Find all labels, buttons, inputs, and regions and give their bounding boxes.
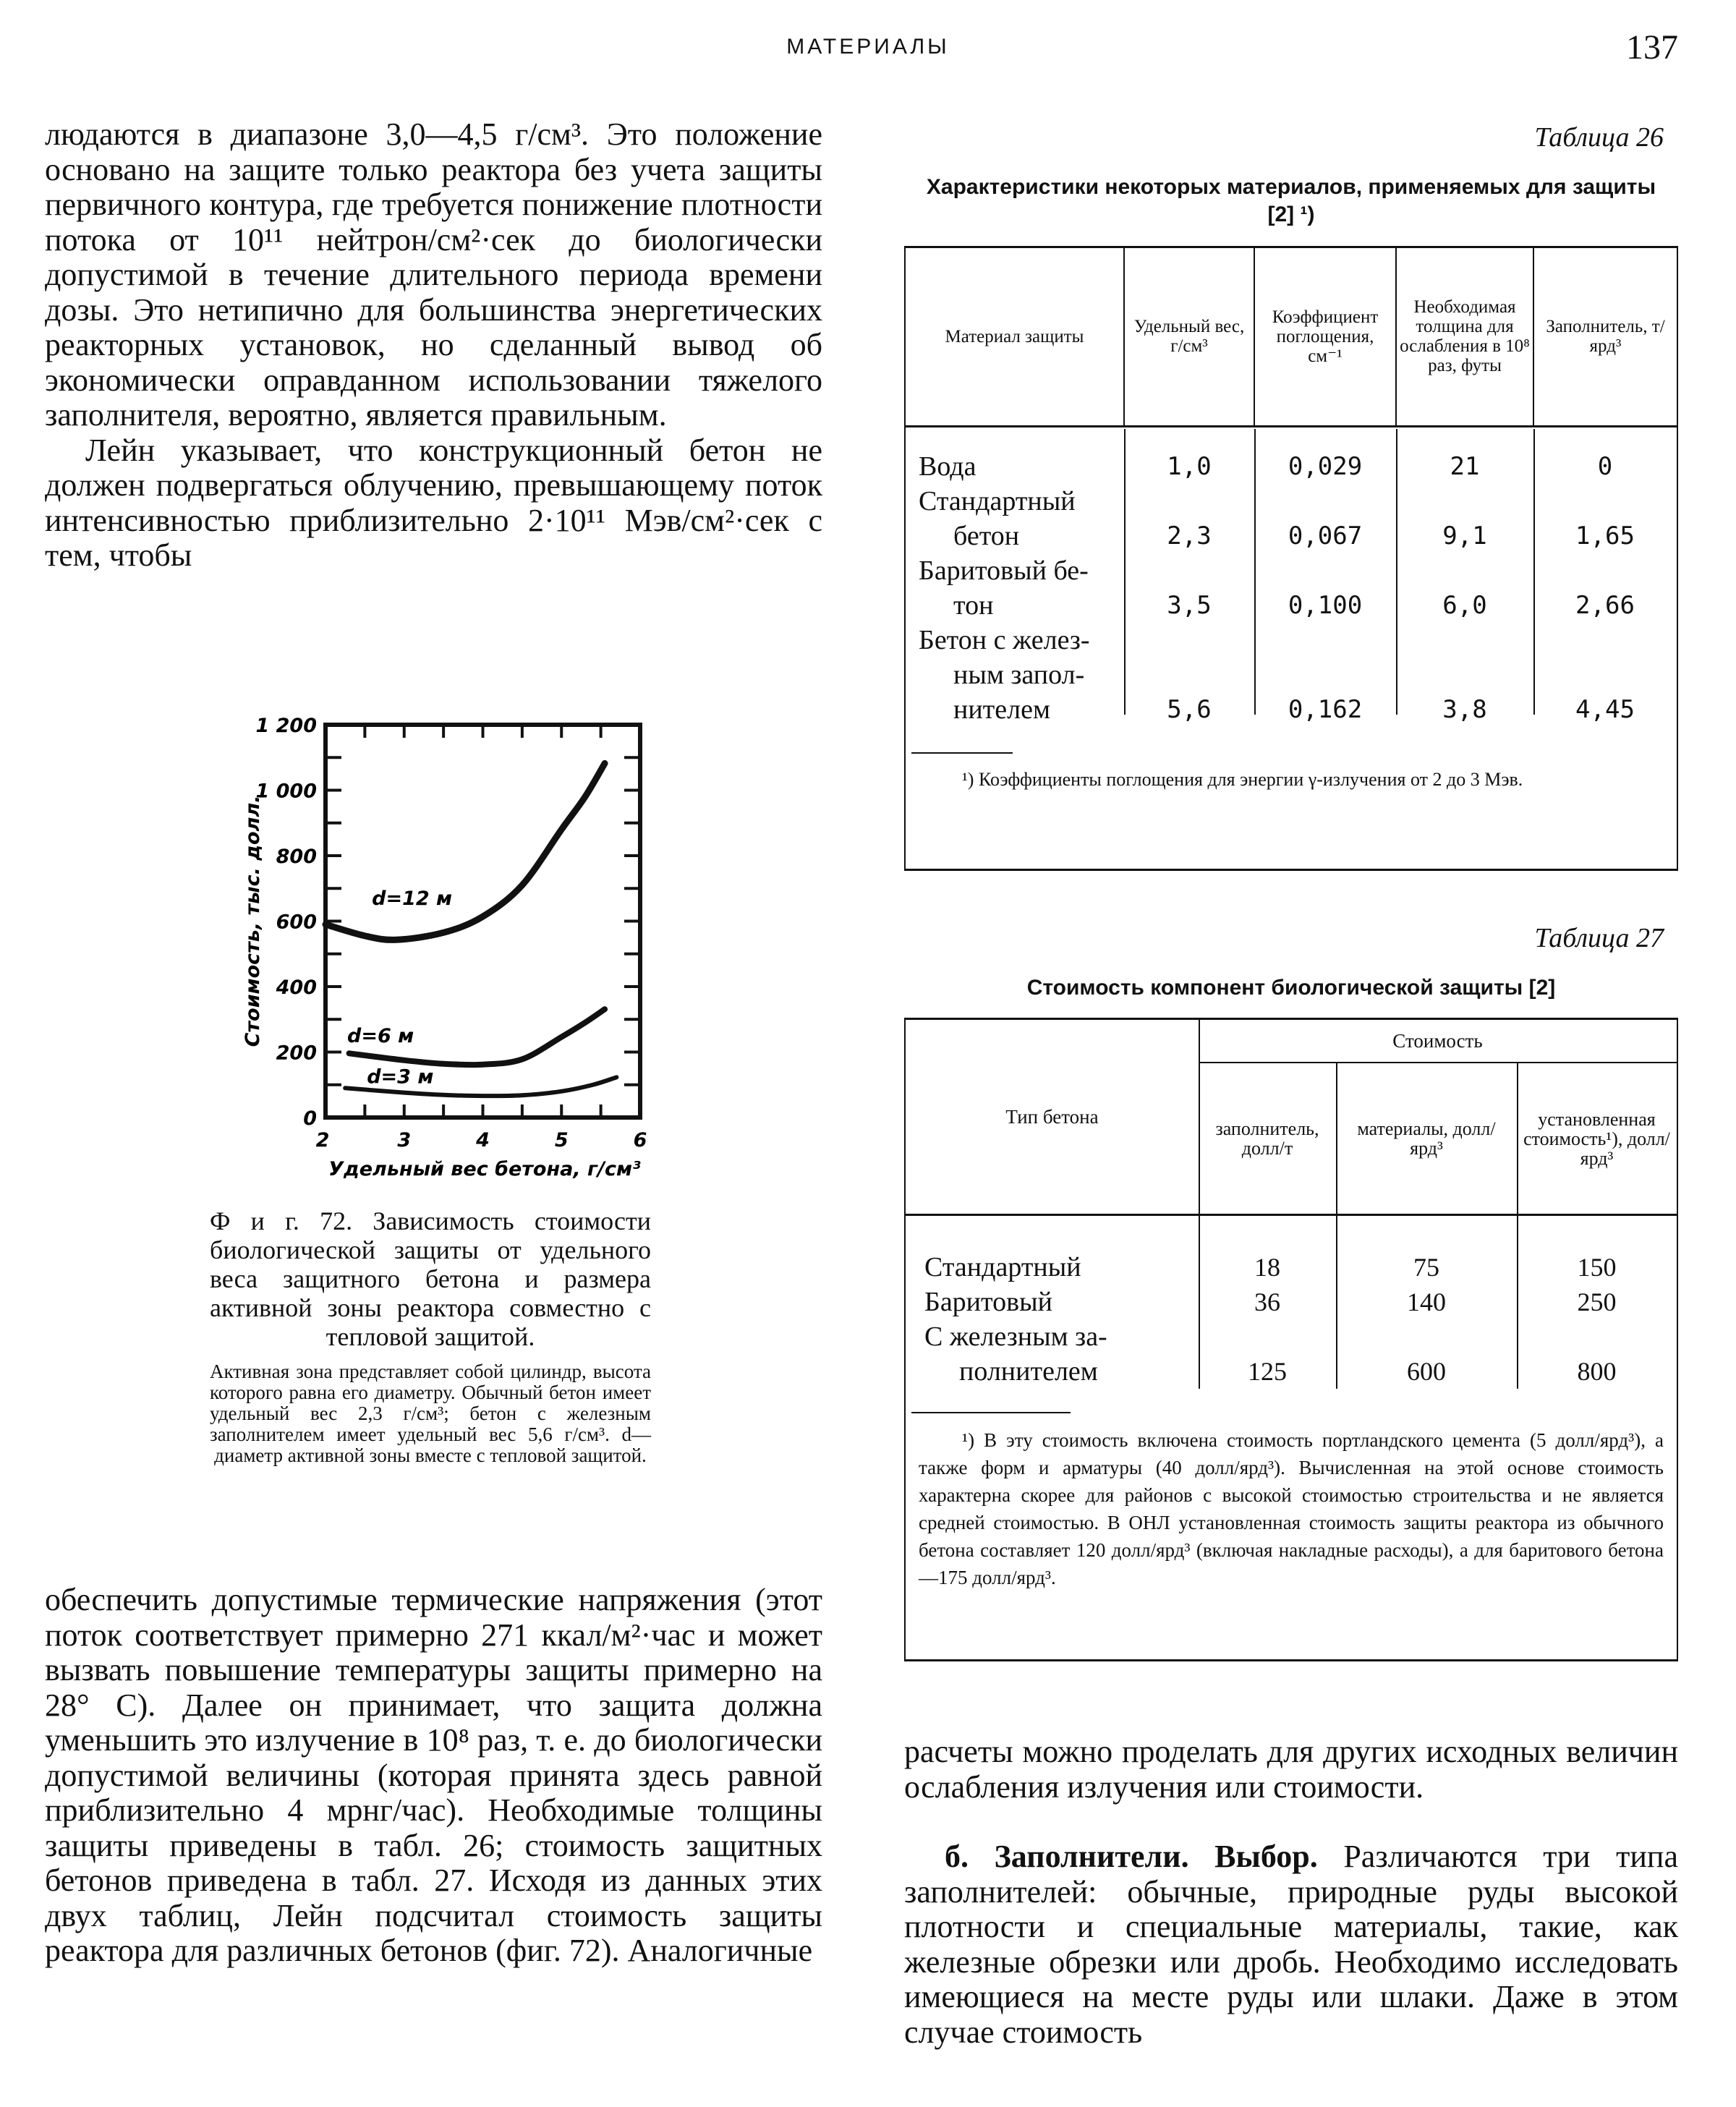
table-26	[904, 246, 1678, 871]
column-header: материалы, долл/ярд³	[1357, 1118, 1496, 1159]
table-cell: 9,1	[1442, 522, 1487, 550]
figure-72-chart	[217, 694, 694, 1186]
column-header: установленная стоимость¹), долл/ярд³	[1523, 1108, 1670, 1169]
table-26-grid	[906, 248, 1677, 427]
x-tick-label: 5	[554, 1129, 569, 1152]
y-tick-label: 1 200	[255, 715, 317, 737]
cost-chart-svg	[217, 694, 694, 1186]
x-tick-label: 4	[476, 1129, 490, 1152]
table-cell: 600	[1407, 1357, 1446, 1386]
footnote-rule	[911, 1412, 1071, 1413]
left-column-top	[45, 117, 822, 574]
table-cell: 3,5	[1167, 591, 1212, 620]
y-tick-label: 200	[276, 1042, 317, 1065]
column-header: Материал защиты	[906, 248, 1124, 426]
column-header: Тип бетона	[1005, 1105, 1099, 1128]
caption-note: Активная зона представляет собой цилиндр, высота которого равна его диаметру. Обычный бетон имеет удельный вес 2,3 г/см³; бетон с железным заполнителем имеет удельный вес 5,6 г/см³. d—диаметр активной зоны вместе с тепловой защитой.	[210, 1361, 651, 1466]
concrete-type: Стандартный	[924, 1252, 1081, 1282]
page-number: 137	[1626, 28, 1678, 67]
running-title: МАТЕРИАЛЫ	[786, 35, 950, 59]
series-line	[326, 763, 605, 940]
y-tick-label: 600	[276, 911, 317, 934]
concrete-type: Баритовый	[924, 1287, 1052, 1317]
group-header-cost: Стоимость	[1199, 1020, 1677, 1063]
table-cell: 0,100	[1288, 591, 1363, 620]
material-name: Стандартный	[919, 486, 1076, 516]
concrete-type: полнителем	[959, 1356, 1098, 1387]
x-axis-label: Удельный вес бетона, г/см³	[328, 1158, 641, 1180]
table-cell: 3,8	[1442, 695, 1487, 724]
y-tick-label: 0	[303, 1107, 317, 1130]
series-label: d=6 м	[347, 1024, 414, 1047]
table-cell: 1,0	[1167, 452, 1212, 481]
table-cell: 6,0	[1442, 591, 1487, 620]
material-name: нителем	[953, 694, 1051, 725]
material-name: ным запол-	[953, 660, 1085, 690]
paragraph: расчеты можно проделать для других исходных величин ослабления излучения или стоимости.	[904, 1734, 1678, 1805]
table-27	[904, 1018, 1678, 1661]
table-cell: 2,3	[1167, 522, 1212, 550]
table-cell: 21	[1450, 452, 1480, 481]
footnote-rule	[911, 752, 1013, 754]
paragraph: Лейн указывает, что конструкционный бетон не должен подвергаться облучению, превышающему поток интенсивностью приблизительно 2·10¹¹ Мэв/см²·сек с тем, чтобы	[45, 432, 822, 573]
column-header: заполнитель, долл/т	[1215, 1118, 1319, 1159]
table-cell: 5,6	[1167, 695, 1212, 724]
table-cell: 800	[1577, 1357, 1617, 1386]
x-tick-label: 6	[633, 1129, 647, 1152]
figure-caption	[210, 1206, 651, 1466]
table-cell: 2,66	[1575, 591, 1635, 620]
table-27-grid	[906, 1020, 1677, 1389]
series-label: d=12 м	[372, 887, 453, 910]
table-27-title: Стоимость компонент биологической защиты [2]	[1026, 976, 1556, 1000]
table-header-row	[906, 248, 1677, 426]
right-column-bottom	[904, 1734, 1678, 2050]
table-body	[906, 429, 1677, 725]
table-cell: 125	[1248, 1357, 1287, 1386]
table-cell: 250	[1577, 1287, 1617, 1316]
table-cell: 140	[1407, 1287, 1446, 1316]
y-tick-label: 1 000	[255, 780, 317, 803]
y-tick-label: 800	[276, 846, 317, 868]
table-cell: 0,067	[1288, 522, 1363, 550]
header-rule	[906, 1214, 1677, 1216]
material-name: Бетон с желез-	[919, 625, 1090, 655]
column-header: Заполнитель, т/ярд³	[1533, 248, 1677, 426]
table-footnote-area	[906, 1396, 1677, 1591]
series-label: d=3 м	[367, 1065, 434, 1089]
y-axis-label: Стоимость, тыс. долл.	[242, 795, 264, 1047]
table-footnote-area	[906, 736, 1677, 793]
table-cell: 1,65	[1575, 522, 1635, 550]
paragraph: людаются в диапазоне 3,0—4,5 г/см³. Это положение основано на защите только реактора без учета защиты первичного контура, где требуется понижение плотности потока от 10¹¹ нейтрон/см²·сек до биологически допустимой в течение длительного периода времени дозы. Это нетипично для большинства энергетических реакторных установок, но сделанный вывод об экономически оправданном использовании тяжелого заполнителя, вероятно, является правильным.	[45, 116, 822, 433]
table-cell: 18	[1254, 1253, 1280, 1282]
caption-title: Ф и г. 72. Зависимость стоимости биологической защиты от удельного веса защитного бетона и размера активной зоны реактора совместно с тепловой защитой.	[210, 1206, 651, 1351]
table-27-label: Таблица 27	[1534, 923, 1664, 953]
table-cell: 4,45	[1575, 695, 1635, 724]
material-name: тон	[953, 590, 994, 621]
paragraph: обеспечить допустимые термические напряжения (этот поток соответствует примерно 271 ккал/м²·час и может вызвать повышение температуры защиты примерно на 28° С). Далее он принимает, что защита должна уменьшить это излучение в 10⁸ раз, т. е. до биологически допустимой величины (которая принята здесь равной приблизительно 4 мрнг/час). Необходимые толщины защиты приведены в табл. 26; стоимость защитных бетонов приведена в табл. 27. Исходя из данных этих двух таблиц, Лейн подсчитал стоимость защиты реактора для различных бетонов (фиг. 72). Аналогичные	[45, 1582, 822, 1968]
table-26-title: Характеристики некоторых материалов, применяемых для защиты [2] ¹)	[926, 175, 1656, 226]
paragraph-text: Различаются три типа заполнителей: обычные, природные руды высокой плотности и специальные материалы, такие, как железные обрезки или дробь. Необходимо исследовать имеющиеся на месте руды или шлаки. Даже в этом случае стоимость	[904, 1839, 1678, 2050]
left-column-bottom	[45, 1583, 822, 1969]
table-cell: 0,029	[1288, 452, 1363, 481]
x-tick-label: 3	[397, 1129, 412, 1152]
table-26-block	[904, 122, 1678, 871]
table-27-block	[904, 922, 1678, 1661]
table-cell: 0	[1597, 452, 1613, 481]
material-name: Вода	[919, 451, 977, 482]
table-cell: 0,162	[1288, 695, 1363, 724]
material-name: Баритовый бе-	[919, 556, 1089, 586]
material-name: бетон	[953, 521, 1020, 551]
y-tick-label: 400	[276, 976, 317, 999]
section-heading: б. Заполнители. Выбор.	[945, 1839, 1318, 1874]
table-cell: 36	[1254, 1287, 1280, 1316]
table-cell: 75	[1413, 1253, 1439, 1282]
column-header: Удельный вес, г/см³	[1124, 248, 1254, 426]
concrete-type: С железным за-	[924, 1321, 1107, 1352]
column-header: Необходимая толщина для ослабления в 10⁸ раз, футы	[1396, 248, 1533, 426]
table-26-label: Таблица 26	[1534, 122, 1664, 153]
paragraph	[904, 1839, 1678, 2050]
table-cell: 150	[1577, 1253, 1617, 1282]
table-27-footnote: ¹) В эту стоимость включена стоимость портландского цемента (5 долл/ярд³), а также форм и арматуры (40 долл/ярд³). Вычисленная на этой основе стоимость характерна скорее для районов с высокой стоимостью строительства и не является средней стоимостью. В ОНЛ установленная стоимость защиты реактора из обычного бетона составляет 120 долл/ярд³ (включая накладные расходы), а для баритового бетона—175 долл/ярд³.	[919, 1429, 1664, 1588]
column-header: Коэффициент поглощения, см⁻¹	[1254, 248, 1396, 426]
x-tick-label: 2	[315, 1129, 330, 1152]
table-26-footnote: ¹) Коэффициенты поглощения для энергии γ-излучения от 2 до 3 Мэв.	[962, 769, 1523, 790]
